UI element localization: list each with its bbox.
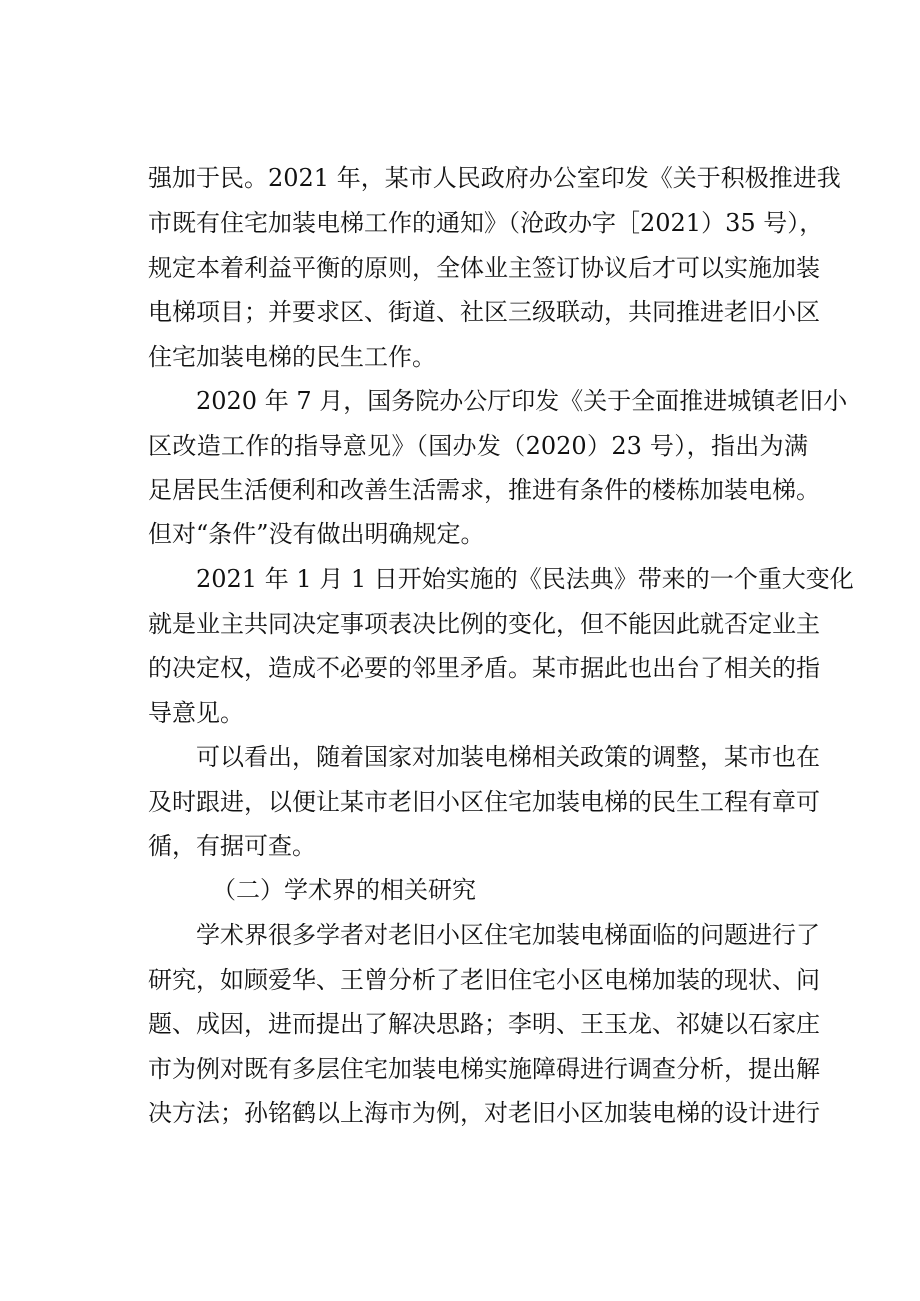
text-line: 强加于民。2021 年，某市人民政府办公室印发《关于积极推进我 [148, 164, 841, 192]
text-line: 可以看出，随着国家对加装电梯相关政策的调整，某市也在 [196, 743, 820, 771]
text-line: 规定本着利益平衡的原则，全体业主签订协议后才可以实施加装 [148, 254, 820, 282]
text-line: 市既有住宅加装电梯工作的通知》（沧政办字［2021）35 号）， [148, 209, 824, 237]
text-line: 2021 年 1 月 1 日开始实施的《民法典》带来的一个重大变化 [196, 565, 854, 593]
text-line: 导意见。 [148, 699, 244, 727]
text-line: 2020 年 7 月，国务院办公厅印发《关于全面推进城镇老旧小 [196, 387, 848, 415]
text-line: 电梯项目；并要求区、街道、社区三级联动，共同推进老旧小区 [148, 298, 820, 326]
text-line: 的决定权，造成不必要的邻里矛盾。某市据此也出台了相关的指 [148, 654, 820, 682]
text-line: 及时跟进，以便让某市老旧小区住宅加装电梯的民生工程有章可 [148, 788, 820, 816]
text-line: 市为例对既有多层住宅加装电梯实施障碍进行调查分析，提出解 [148, 1055, 820, 1083]
text-line: 决方法；孙铭鹤以上海市为例，对老旧小区加装电梯的设计进行 [148, 1099, 820, 1127]
text-line: 区改造工作的指导意见》（国办发（2020）23 号），指出为满 [148, 432, 808, 460]
text-line: 循，有据可查。 [148, 832, 316, 860]
text-line: 题、成因，进而提出了解决思路；李明、王玉龙、祁婕以石家庄 [148, 1010, 820, 1038]
text-line: 但对“条件”没有做出明确规定。 [148, 520, 485, 548]
text-line: 住宅加装电梯的民生工作。 [148, 343, 436, 371]
text-line: 研究，如顾爱华、王曾分析了老旧住宅小区电梯加装的现状、问 [148, 966, 820, 994]
text-line: 足居民生活便利和改善生活需求，推进有条件的楼栋加装电梯。 [148, 476, 820, 504]
text-line: 学术界很多学者对老旧小区住宅加装电梯面临的问题进行了 [196, 921, 820, 949]
section-heading: （二）学术界的相关研究 [212, 876, 476, 904]
text-line: 就是业主共同决定事项表决比例的变化，但不能因此就否定业主 [148, 610, 820, 638]
